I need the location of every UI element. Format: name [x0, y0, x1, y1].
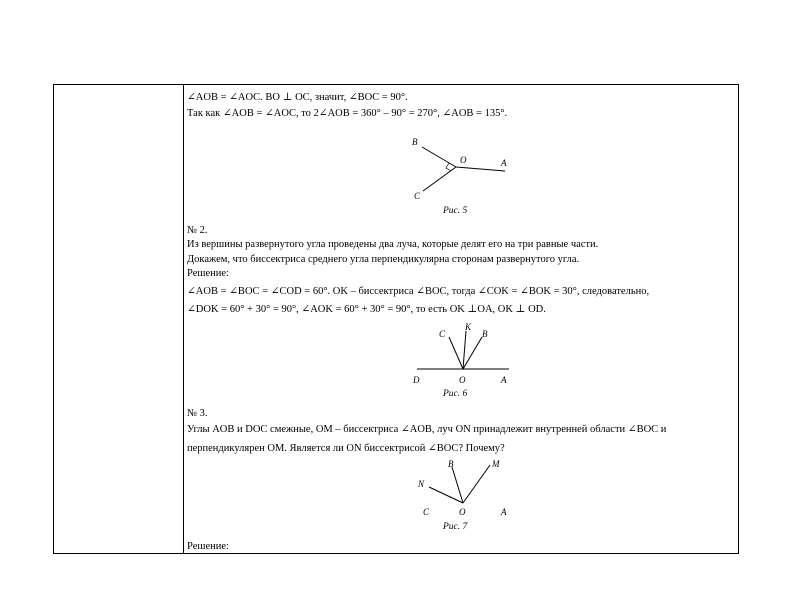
ray-oa [456, 167, 505, 171]
ray-ob [463, 337, 482, 369]
caption-fig5: Рис. 5 [443, 206, 468, 216]
label-c: C [439, 329, 446, 339]
label-b: B [482, 329, 488, 339]
content-table [53, 84, 739, 554]
label-m: M [492, 459, 500, 469]
figure-7-diagram [413, 457, 513, 521]
text-line-6: ∠DOK = 60° + 30° = 90°, ∠AOK = 60° + 30° = 90°, то есть OK ⊥OA, OK ⊥ OD. [187, 304, 546, 315]
text-line-3: Из вершины развернутого угла проведены два луча, которые делят его на три равные части. [187, 239, 599, 250]
ray-oc [423, 167, 456, 191]
text-line-4: Докажем, что биссектриса среднего угла перпендикулярна сторонам развернутого угла. [187, 254, 580, 265]
label-a: A [501, 158, 507, 168]
problem-3-number: № 3. [187, 408, 208, 419]
label-n: N [418, 479, 425, 489]
label-c: C [414, 191, 421, 201]
ray-ob [422, 147, 456, 167]
text-line-2: Так как ∠AOB = ∠AOC, то 2∠AOB = 360° – 90° = 270°, ∠AOB = 135°. [187, 108, 508, 119]
problem-2-number: № 2. [187, 225, 208, 236]
label-b: B [448, 459, 454, 469]
text-line-7: Углы AOB и DOC смежные, OM – биссектриса ∠AOB, луч ON принадлежит внутренней области ∠BOC и [187, 424, 667, 435]
ray-om [463, 465, 490, 503]
solution-label-2: Решение: [187, 541, 229, 552]
text-line-8: перпендикулярен OM. Является ли ON биссектрисой ∠BOC? Почему? [187, 443, 505, 454]
text-line-5: ∠AOB = ∠BOC = ∠COD = 60°. OK – биссектриса ∠BOC, тогда ∠COK = ∠BOK = 30°, следовательно, [187, 286, 650, 297]
label-a: A [501, 375, 507, 385]
label-b: B [412, 137, 418, 147]
right-angle-mark [446, 163, 451, 171]
figure-5-diagram [405, 133, 515, 203]
label-o: O [459, 507, 466, 517]
label-d: D [413, 375, 420, 385]
ray-ob [452, 467, 463, 503]
text-line-1: ∠AOB = ∠AOC. BO ⊥ OC, значит, ∠BOC = 90°. [187, 92, 408, 103]
label-a: A [501, 507, 507, 517]
ray-ok [463, 331, 466, 369]
label-o: O [460, 155, 467, 165]
solution-label-1: Решение: [187, 268, 229, 279]
column-divider [183, 85, 184, 553]
solution-cell [187, 85, 735, 553]
left-empty-cell [54, 85, 183, 553]
ray-oc [449, 337, 463, 369]
label-k: K [465, 323, 472, 332]
label-c: C [423, 507, 430, 517]
label-o: O [459, 375, 466, 385]
caption-fig7: Рис. 7 [443, 522, 468, 532]
caption-fig6: Рис. 6 [443, 389, 468, 399]
ray-on [429, 487, 463, 503]
figure-6-diagram [413, 323, 513, 389]
